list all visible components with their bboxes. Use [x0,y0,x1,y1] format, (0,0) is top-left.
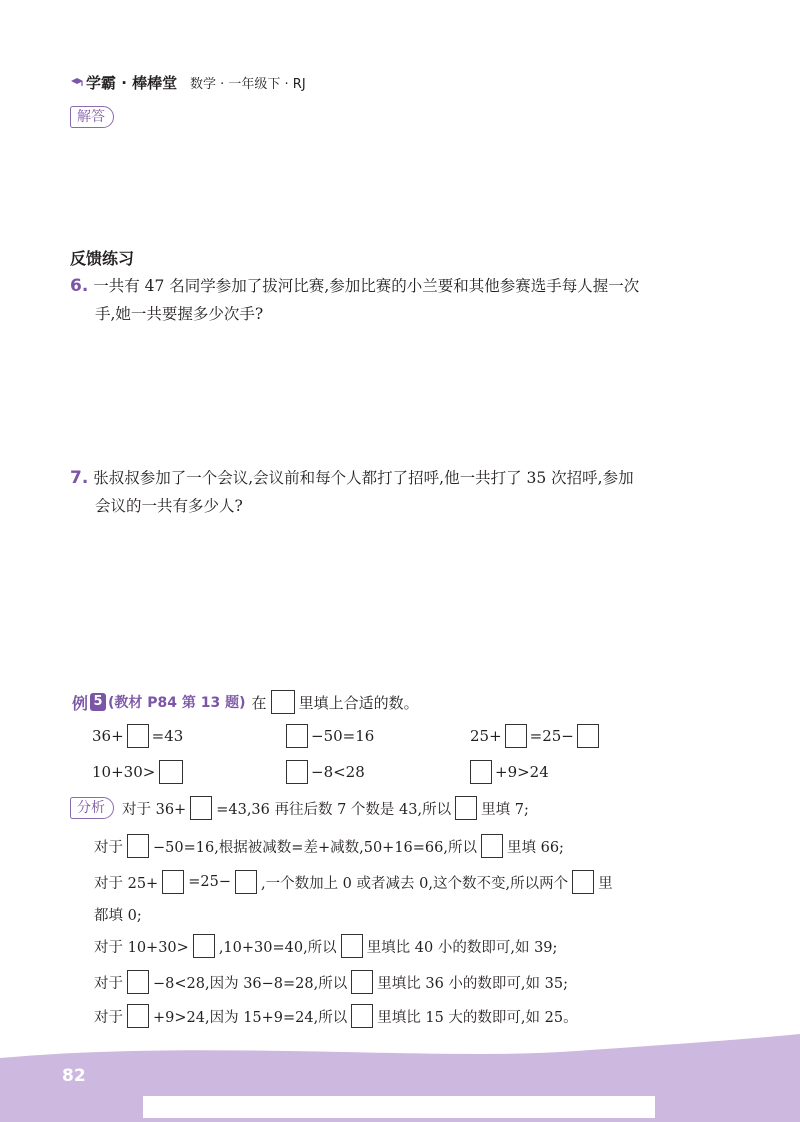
answer-tag: 解答 [70,106,114,128]
eq-text: 10+30> [92,763,156,781]
answer-box[interactable] [127,724,149,748]
equation-6 [470,760,549,784]
equation-4 [92,760,183,784]
eq-text: +9>24 [495,763,549,781]
eq-text: 25+ [470,727,502,745]
example-heading [72,690,419,714]
answer-box[interactable] [481,834,503,858]
answer-box[interactable] [577,724,599,748]
analysis-text: 对于 36+ [122,801,187,818]
analysis-text: ,一个数加上 0 或者减去 0,这个数不变,所以两个 [260,875,569,892]
graduation-cap-icon [70,76,84,90]
answer-box[interactable] [351,970,373,994]
analysis-text: ,10+30=40,所以 [218,939,337,956]
question-7 [70,464,750,520]
answer-box[interactable] [271,690,295,714]
analysis-text: −8<28,因为 36−8=28,所以 [153,975,348,992]
subject-label: 数学 · 一年级下 · RJ [190,77,306,92]
brand-logo [70,72,177,93]
analysis-text: 里填比 15 大的数即可,如 25。 [377,1009,578,1026]
analysis-tag: 分析 [70,797,114,819]
equation-3 [470,724,599,748]
analysis-text: +9>24,因为 15+9=24,所以 [153,1009,348,1026]
eq-text: =43 [151,727,184,745]
example-prompt-pre: 在 [251,693,267,712]
analysis-line-4: 都填 0; [94,908,142,924]
analysis-text: 对于 [94,975,123,992]
brand-text: 学霸 · 棒棒堂 [86,74,178,92]
question-text-line1: 一共有 47 名同学参加了拔河比赛,参加比赛的小兰要和其他参赛选手每人握一次 [93,277,640,295]
answer-box[interactable] [505,724,527,748]
analysis-text: =43,36 再往后数 7 个数是 43,所以 [216,801,452,818]
analysis-text: 里填 7; [481,801,529,818]
equation-1 [92,724,183,748]
question-number: 7. [70,468,89,488]
analysis-line-7 [94,1004,578,1028]
page-number: 82 [62,1066,86,1086]
analysis-text: 对于 [94,839,123,856]
example-prompt-post: 里填上合适的数。 [298,693,419,712]
eq-text: 36+ [92,727,124,745]
analysis-text: 对于 25+ [94,875,159,892]
footer-bar [143,1096,655,1118]
eq-text: =25− [529,727,574,745]
question-text-line1: 张叔叔参加了一个会议,会议前和每个人都打了招呼,他一共打了 35 次招呼,参加 [93,469,634,487]
analysis-line-1 [70,796,529,820]
equation-5 [286,760,365,784]
analysis-text: 里填比 36 小的数即可,如 35; [377,975,568,992]
analysis-text: 里 [598,875,613,892]
analysis-text: =25− [188,874,231,890]
section-title: 反馈练习 [70,249,135,268]
answer-box[interactable] [572,870,594,894]
question-6 [70,272,750,328]
analysis-line-5 [94,934,557,958]
analysis-text: 里填比 40 小的数即可,如 39; [366,939,558,956]
answer-box[interactable] [455,796,477,820]
answer-box[interactable] [159,760,183,784]
answer-box[interactable] [127,1004,149,1028]
answer-box[interactable] [286,724,308,748]
answer-box[interactable] [351,1004,373,1028]
analysis-line-2 [94,834,564,858]
question-number: 6. [70,276,89,296]
answer-box[interactable] [127,834,149,858]
answer-box[interactable] [127,970,149,994]
analysis-line-3 [94,870,613,894]
answer-box[interactable] [470,760,492,784]
analysis-text: −50=16,根据被减数=差+减数,50+16=66,所以 [153,839,477,856]
answer-box[interactable] [190,796,212,820]
question-text-line2: 手,她一共要握多少次手? [95,305,264,323]
example-number-badge: 5 [90,693,106,711]
example-source: (教材 P84 第 13 题) [108,695,246,711]
eq-text: −8<28 [311,763,365,781]
question-text-line2: 会议的一共有多少人? [95,497,243,515]
answer-box[interactable] [341,934,363,958]
analysis-text: 里填 66; [506,839,564,856]
analysis-line-6 [94,970,568,994]
answer-box[interactable] [162,870,184,894]
example-label: 例 [72,693,89,713]
analysis-text: 对于 10+30> [94,939,189,956]
equation-2 [286,724,374,748]
answer-box[interactable] [235,870,257,894]
eq-text: −50=16 [311,727,375,745]
answer-box[interactable] [286,760,308,784]
analysis-text: 对于 [94,1009,123,1026]
answer-box[interactable] [193,934,215,958]
